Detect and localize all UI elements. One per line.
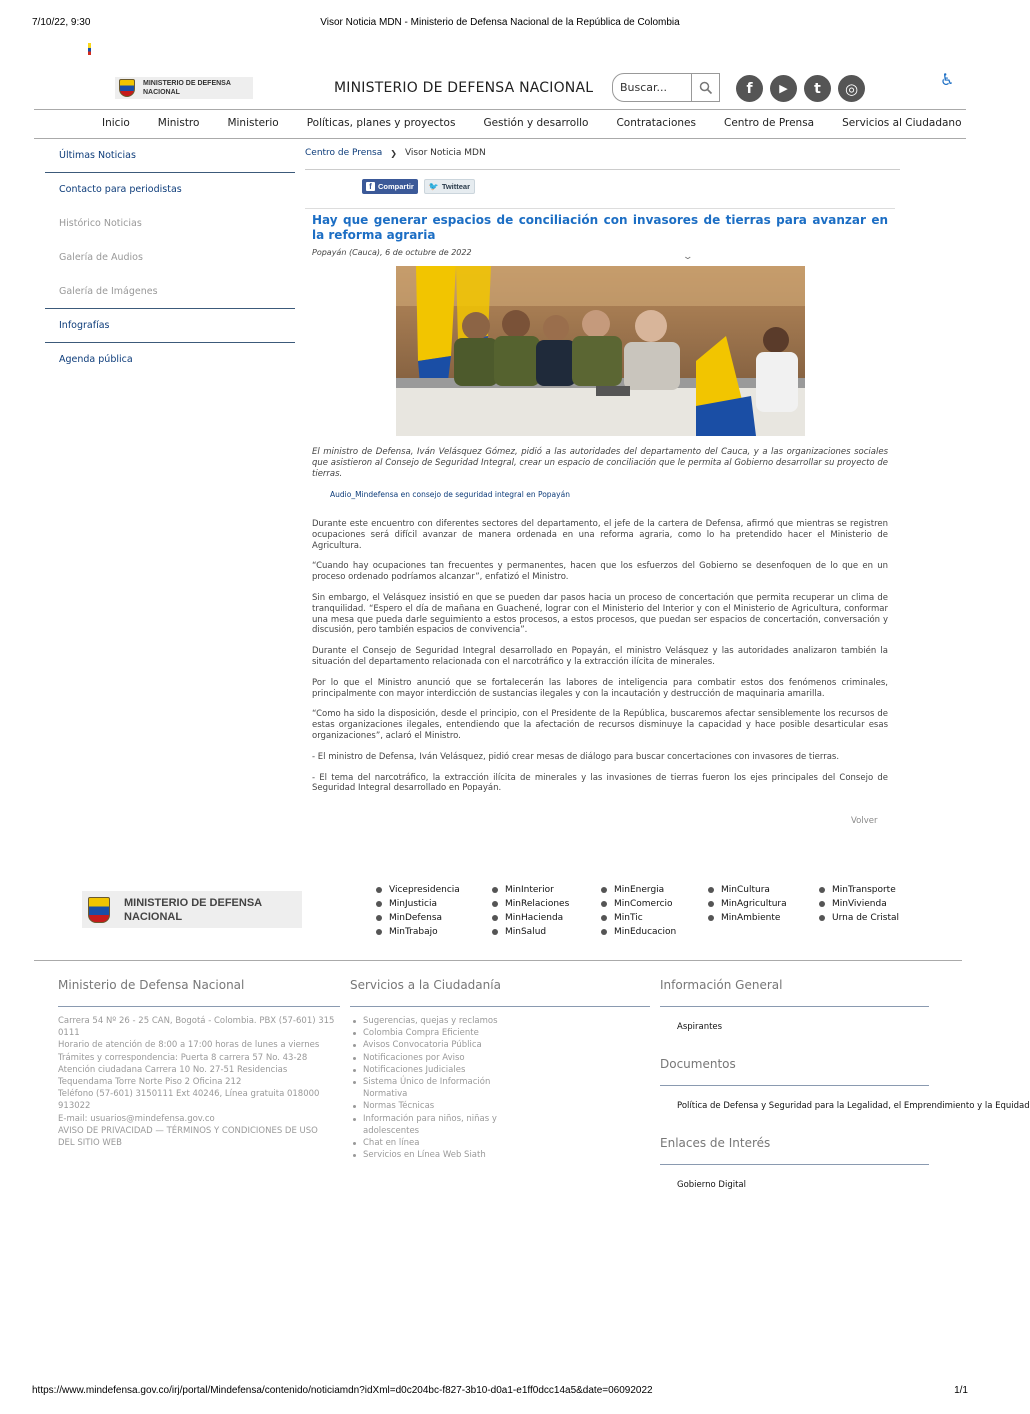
footer-col-documentos-title: Documentos (660, 1057, 736, 1071)
nav-item-inicio[interactable]: Inicio (102, 117, 130, 129)
footer-col-rule (660, 1085, 929, 1086)
search-input[interactable] (620, 75, 698, 101)
article-paragraph: - El ministro de Defensa, Iván Velásquez, pidió crear mesas de diálogo para buscar concertaciones con invasores de tierras. (312, 751, 840, 762)
print-url: https://www.mindefensa.gov.co/irj/portal/Mindefensa/contenido/noticiamdn?idXml=d0c204bc-f827-3b10-d0a1-e1ff0dcc14a5&date=06092022 (32, 1385, 653, 1396)
twitter-share-button[interactable] (424, 179, 475, 194)
ministry-link[interactable]: Vicepresidencia (376, 885, 460, 895)
footer-col-rule (660, 1164, 929, 1165)
ministry-link[interactable]: MinAmbiente (708, 913, 780, 923)
main-nav (88, 117, 962, 129)
twitter-icon[interactable]: t (804, 75, 831, 102)
social-links (736, 75, 865, 102)
breadcrumb-divider (305, 169, 900, 170)
ministry-link[interactable]: Urna de Cristal (819, 913, 899, 923)
search-icon (699, 81, 713, 95)
back-button[interactable]: Volver (851, 816, 878, 826)
article-photo (396, 266, 805, 436)
article-paragraph: - El tema del narcotráfico, la extracción ilícita de minerales y las invasiones de tierras fueron los ejes principales del Consejo de Seguridad Integral desarrollado en Popayán. (312, 772, 888, 794)
search-box (612, 73, 720, 102)
breadcrumb-parent[interactable]: Centro de Prensa (305, 148, 383, 158)
search-button[interactable] (691, 74, 719, 101)
ministry-link[interactable]: MinHacienda (492, 913, 563, 923)
article-paragraph: Durante este encuentro con diferentes sectores del departamento, el jefe de la cartera de Defensa, afirmó que mientras se registren ocupaciones será difícil avanzar de manera ordenada en una reforma agraria, como lo ha pretendido hacer el Ministerio de Agricultura. (312, 519, 888, 551)
share-divider (305, 208, 895, 209)
service-link[interactable]: Información para niños, niñas y adolescentes (352, 1113, 512, 1137)
service-link[interactable]: Notificaciones por Aviso (352, 1052, 512, 1064)
service-link[interactable]: Avisos Convocatoria Pública (352, 1039, 512, 1051)
coat-of-arms-icon (119, 79, 135, 97)
contact-line: Atención ciudadana Carrera 10 No. 27-51 Residencias Tequendama Torre Norte Piso 2 Oficina 212 (58, 1064, 288, 1088)
nav-item-servicios[interactable]: Servicios al Ciudadano (842, 117, 962, 129)
service-link[interactable]: Servicios en Línea Web Siath (352, 1149, 512, 1161)
wheelchair-icon[interactable]: ♿ (940, 70, 955, 89)
sidebar-nav (45, 139, 295, 377)
sidebar-item-historico-noticias[interactable]: Histórico Noticias (59, 218, 142, 229)
footer-logo[interactable] (82, 891, 302, 928)
site-title: MINISTERIO DE DEFENSA NACIONAL (334, 80, 594, 96)
article-title: Hay que generar espacios de conciliación con invasores de tierras para avanzar en la reforma agraria (312, 213, 888, 242)
sidebar-item-agenda-publica[interactable]: Agenda pública (59, 354, 133, 365)
chevron-down-icon: ⌄ (682, 252, 694, 262)
sidebar-item-galeria-audios[interactable]: Galería de Audios (59, 252, 143, 263)
header-logo[interactable] (115, 77, 253, 99)
service-link[interactable]: Chat en línea (352, 1137, 512, 1149)
footer-col-informacion-title: Información General (660, 978, 783, 992)
footer-col-ministerio-title: Ministerio de Defensa Nacional (58, 978, 245, 992)
photo-caption: El ministro de Defensa, Iván Velásquez Gómez, pidió a las autoridades del departamento del Cauca, y a las organizaciones sociales que asistieron al Consejo de Seguridad Integral, crear un espacio de conciliación que le permita al Gobierno desarrollar su proyecto de tierras. (312, 447, 888, 479)
ministry-link[interactable]: MinJusticia (376, 899, 437, 909)
service-link[interactable]: Normas Técnicas (352, 1100, 512, 1112)
breadcrumb (305, 148, 486, 158)
ministry-link[interactable]: MinTic (601, 913, 643, 923)
contact-line: Horario de atención de 8:00 a 17:00 horas de lunes a viernes (58, 1040, 320, 1051)
print-datetime: 7/10/22, 9:30 (32, 17, 91, 28)
sidebar-item-infografias[interactable]: Infografías (45, 309, 295, 343)
aspirantes-link[interactable]: Aspirantes (677, 1022, 723, 1032)
header-divider (34, 109, 966, 110)
article-paragraph: Por lo que el Ministro anunció que se fortalecerán las labores de inteligencia para combatir estos dos fenómenos criminales, principalmente con mayor interdicción de sustancias ilegales y con la incautación y destrucción de maquinaria amarilla. (312, 677, 888, 699)
contact-line: Trámites y correspondencia: Puerta 8 carrera 57 No. 43-28 (58, 1052, 308, 1063)
ministry-links (376, 885, 916, 941)
ministry-link[interactable]: MinComercio (601, 899, 673, 909)
footer-services-list (352, 1015, 512, 1161)
ministry-link[interactable]: MinCultura (708, 885, 770, 895)
article-paragraph: “Cuando hay ocupaciones tan frecuentes y permanentes, hacen que los esfuerzos del Gobierno se desenfoquen de lo que en un proceso ordenado podríamos alcanzar”, enfatizó el Ministro. (312, 561, 888, 583)
ministry-link[interactable]: MinTrabajo (376, 927, 438, 937)
footer-divider (34, 960, 962, 961)
nav-item-ministro[interactable]: Ministro (157, 117, 200, 129)
twitter-bird-icon: 🐦 (428, 182, 439, 191)
article-body (312, 519, 888, 804)
facebook-share-button[interactable] (362, 179, 418, 194)
print-page-number: 1/1 (954, 1385, 968, 1396)
coat-of-arms-icon (88, 897, 110, 923)
ministry-link[interactable]: MinAgricultura (708, 899, 787, 909)
government-color-bar (88, 43, 91, 55)
footer-contact-info (58, 1015, 336, 1149)
breadcrumb-current: Visor Noticia MDN (404, 148, 486, 158)
footer-col-enlaces-title: Enlaces de Interés (660, 1136, 771, 1150)
youtube-icon[interactable]: ▶ (770, 75, 797, 102)
ministry-link[interactable]: MinVivienda (819, 899, 887, 909)
service-link[interactable]: Sugerencias, quejas y reclamos (352, 1015, 512, 1027)
nav-item-politicas[interactable]: Políticas, planes y proyectos (306, 117, 456, 129)
nav-item-contrataciones[interactable]: Contrataciones (616, 117, 696, 129)
article-paragraph: “Como ha sido la disposición, desde el principio, con el Presidente de la República, buscaremos afectar sensiblemente los recursos de estas organizaciones ilegales, entendiendo que la afectación de recursos disminuye la capacidad y hace posible desarticular esas organizaciones”, aclaró el Ministro. (312, 709, 888, 741)
chevron-right-icon: ❯ (390, 148, 397, 158)
politica-defensa-link[interactable]: Política de Defensa y Seguridad para la Legalidad, el Emprendimiento y la Equidad (677, 1101, 1030, 1111)
footer-col-servicios-title: Servicios a la Ciudadanía (350, 978, 501, 992)
contact-line: Teléfono (57-601) 3150111 Ext 40246, Línea gratuita 018000 913022 (58, 1089, 320, 1112)
ministry-link[interactable]: MinRelaciones (492, 899, 569, 909)
facebook-share-label: Compartir (378, 182, 414, 191)
twitter-share-label: Twittear (441, 182, 471, 191)
facebook-icon[interactable]: f (736, 75, 763, 102)
ministry-link[interactable]: MinSalud (492, 927, 546, 937)
footer-col-rule (58, 1006, 340, 1007)
meeting-photo-illustration (396, 266, 805, 436)
article-paragraph: Durante el Consejo de Seguridad Integral desarrollado en Popayán, el ministro Velásquez y las autoridades analizaron también la situación del departamento relacionada con el narcotráfico y la extracción ilícita de minerales. (312, 646, 888, 667)
footer-col-rule (660, 1006, 929, 1007)
share-buttons (362, 179, 475, 194)
service-link[interactable]: Sistema Único de Información Normativa (352, 1076, 512, 1100)
sidebar-item-galeria-imagenes[interactable]: Galería de Imágenes (45, 275, 295, 309)
gobierno-digital-link[interactable]: Gobierno Digital (677, 1180, 746, 1190)
sidebar-item-ultimas-noticias[interactable]: Últimas Noticias (45, 139, 295, 173)
ministry-link[interactable]: MinTransporte (819, 885, 896, 895)
contact-line: Carrera 54 Nº 26 - 25 CAN, Bogotá - Colombia. PBX (57-601) 315 0111 (58, 1016, 335, 1039)
service-link[interactable]: Colombia Compra Eficiente (352, 1027, 512, 1039)
service-link[interactable]: Notificaciones Judiciales (352, 1064, 512, 1076)
nav-item-ministerio[interactable]: Ministerio (227, 117, 279, 129)
ministry-link[interactable]: MinEnergia (601, 885, 664, 895)
article-paragraph: Sin embargo, el Velásquez insistió en que se pueden dar pasos hacia un proceso de concertación que permita recuperar un clima de tranquilidad. “Espero el día de mañana en Guachené, lograr con el Ministerio del Interior y con el Ministerio de Agricultura, conformar una mesa que pueda darle seguimiento a estos procesos, a estos procesos, que puedan ser espacios de concertación, conversación y discusión, pero también espacios de convivencia”. (312, 592, 888, 636)
ministry-link[interactable]: MinEducacion (601, 927, 676, 937)
nav-item-gestion[interactable]: Gestión y desarrollo (483, 117, 589, 129)
article-dateline: Popayán (Cauca), 6 de octubre de 2022 (312, 248, 472, 257)
print-document-title: Visor Noticia MDN - Ministerio de Defensa Nacional de la República de Colombia (320, 17, 680, 28)
sidebar-item-contacto-periodistas[interactable]: Contacto para periodistas (59, 184, 182, 195)
footer-logo-text: MINISTERIO DE DEFENSA NACIONAL (124, 896, 263, 923)
instagram-icon[interactable]: ◎ (838, 75, 865, 102)
ministry-link[interactable]: MinInterior (492, 885, 554, 895)
header-logo-text: MINISTERIO DE DEFENSA NACIONAL (143, 80, 231, 96)
audio-link[interactable]: Audio_Mindefensa en consejo de seguridad integral en Popayán (330, 490, 570, 499)
privacy-terms-link[interactable]: AVISO DE PRIVACIDAD — TÉRMINOS Y CONDICIONES DE USO DEL SITIO WEB (58, 1125, 318, 1149)
facebook-icon: f (366, 182, 375, 191)
contact-email[interactable]: E-mail: usuarios@mindefensa.gov.co (58, 1113, 215, 1124)
ministry-link[interactable]: MinDefensa (376, 913, 442, 923)
footer-col-rule (350, 1006, 650, 1007)
nav-item-centro-prensa[interactable]: Centro de Prensa (723, 117, 815, 129)
